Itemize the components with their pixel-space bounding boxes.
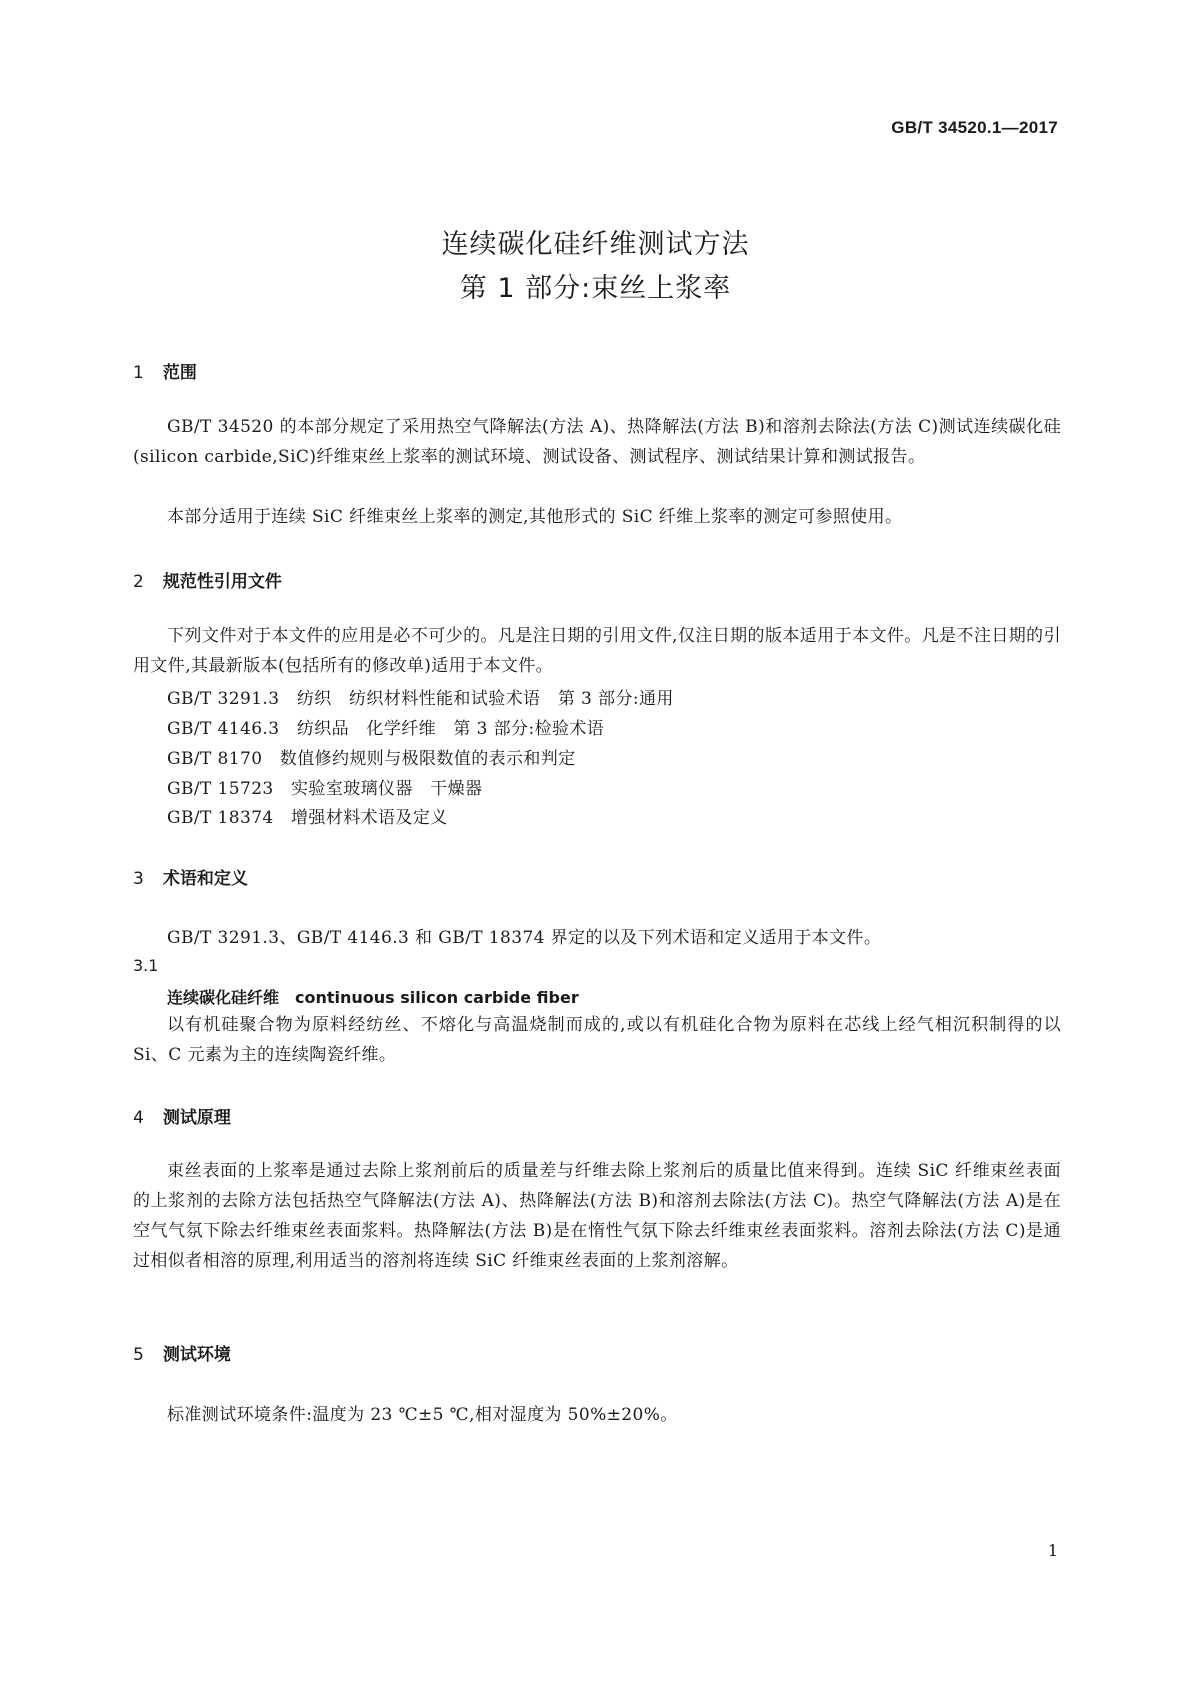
reference-item: GB/T 3291.3 纺织 纺织材料性能和试验术语 第 3 部分:通用 (167, 689, 674, 709)
section-title: 规范性引用文件 (162, 572, 282, 592)
document-title-part: 第 1 部分:束丝上浆率 (459, 273, 732, 304)
terms-intro: GB/T 3291.3、GB/T 4146.3 和 GB/T 18374 界定的以及下列术语和定义适用于本文件。 (167, 928, 882, 948)
term-definition: 以有机硅聚合物为原料经纺丝、不熔化与高温烧制而成的,或以有机硅化合物为原料在芯线上经气相沉积制得的以 Si、C 元素为主的连续陶瓷纤维。 (133, 1015, 1061, 1065)
standard-code: GB/T 34520.1—2017 (891, 118, 1058, 137)
normative-references-intro: 下列文件对于本文件的应用是必不可少的。凡是注日期的引用文件,仅注日期的版本适用于本文件。凡是不注日期的引用文件,其最新版本(包括所有的修改单)适用于本文件。 (133, 626, 1061, 676)
reference-item: GB/T 8170 数值修约规则与极限数值的表示和判定 (167, 749, 576, 769)
term-chinese: 连续碳化硅纤维 (167, 988, 280, 1007)
section-4-heading (133, 1103, 231, 1128)
test-principle-paragraph: 束丝表面的上浆率是通过去除上浆剂前后的质量差与纤维去除上浆剂后的质量比值来得到。连续 SiC 纤维束丝表面的上浆剂的去除方法包括热空气降解法(方法 A)、热降解法(方法 B)和溶剂去除法(方法 C)。热空气降解法(方法 A)是在空气气氛下除去纤维束丝表面浆料。热降解法(方法 B)是在惰性气氛下除去纤维束丝表面浆料。溶剂去除法(方法 C)是通过相似者相溶的原理,利用适当的溶剂将连续 SiC 纤维束丝表面的上浆剂溶解。 (133, 1161, 1061, 1271)
reference-item: GB/T 4146.3 纺织品 化学纤维 第 3 部分:检验术语 (167, 719, 605, 739)
section-number: 5 (133, 1345, 144, 1365)
section-number: 3 (133, 869, 144, 889)
test-environment-paragraph: 标准测试环境条件:温度为 23 ℃±5 ℃,相对湿度为 50%±20%。 (167, 1405, 678, 1425)
document-title-main: 连续碳化硅纤维测试方法 (441, 229, 750, 260)
section-title: 测试环境 (162, 1345, 231, 1365)
section-title: 范围 (162, 363, 197, 383)
section-title: 术语和定义 (162, 869, 248, 889)
section-number: 1 (133, 363, 144, 383)
reference-item: GB/T 15723 实验室玻璃仪器 干燥器 (167, 779, 483, 799)
section-number: 2 (133, 572, 144, 592)
reference-item: GB/T 18374 增强材料术语及定义 (167, 808, 448, 828)
term-english: continuous silicon carbide fiber (295, 988, 579, 1007)
section-number: 4 (133, 1108, 144, 1128)
page-number: 1 (1047, 1541, 1058, 1560)
section-title: 测试原理 (162, 1108, 231, 1128)
scope-applicability-paragraph: 本部分适用于连续 SiC 纤维束丝上浆率的测定,其他形式的 SiC 纤维上浆率的测定可参照使用。 (167, 507, 903, 527)
section-5-heading (133, 1340, 231, 1365)
scope-paragraph: GB/T 34520 的本部分规定了采用热空气降解法(方法 A)、热降解法(方法 B)和溶剂去除法(方法 C)测试连续碳化硅(silicon carbide,SiC)纤维束丝上浆率的测试环境、测试设备、测试程序、测试结果计算和测试报告。 (133, 417, 1061, 467)
term-number: 3.1 (133, 956, 159, 975)
term-entry (167, 985, 579, 1008)
section-2-heading (133, 567, 282, 592)
section-3-heading (133, 864, 248, 889)
section-1-heading (133, 358, 197, 383)
